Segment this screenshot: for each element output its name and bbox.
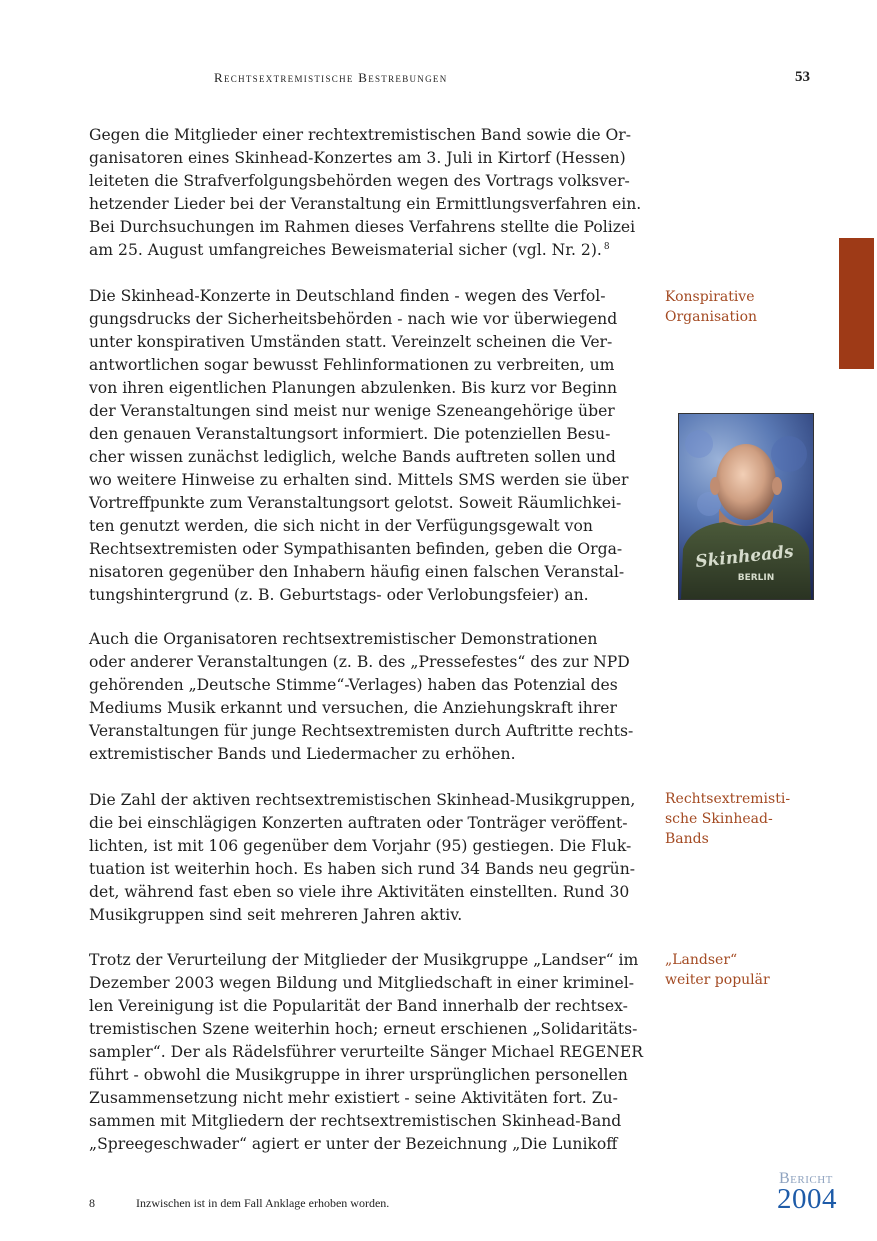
page-number: 53 (795, 69, 810, 85)
paragraph-text: Auch die Organisatoren rechtsextremistischer Demonstrationen oder anderer Veranstaltungen (z. B. des „Pressefestes“ des zur NPD gehörenden „Deutsche Stimme“-Verlages) haben das Potenzial des Mediums Musik erkannt und versuchen, die Anziehungskraft ihrer Veranstaltungen für junge Rechtsextremisten durch Auftritte rechts- extremistischer Bands und Liedermacher zu erhöhen. (89, 630, 634, 763)
paragraph-konspirativ (89, 285, 649, 607)
chapter-tab-marker (839, 238, 874, 369)
margin-note-landser: „Landser“ weiter populär (665, 952, 770, 988)
brand-year: 2004 (777, 1183, 837, 1215)
paragraph-text: Trotz der Verurteilung der Mitglieder der Musikgruppe „Landser“ im Dezember 2003 wegen Bildung und Mitgliedschaft in einer kriminel- len Vereinigung ist die Popularität der Band innerhalb der rechtsex- tremistischen Szene weiterhin hoch; erneut erschienen „Solidaritäts- sampler“. Der als Rädelsführer verurteilte Sänger Michael REGENER führt - obwohl die Musikgruppe in ihrer ursprünglichen personellen Zusammensetzung nicht mehr existiert - seine Aktivitäten fort. Zu- sammen mit Mitgliedern der rechtsextremistischen Skinhead-Band „Spreegeschwader“ agiert er unter der Bezeichnung „Die Lunikoff (89, 951, 644, 1153)
paragraph-landser (89, 949, 649, 1156)
footnote-reference[interactable]: 8 (603, 241, 610, 252)
paragraph-text: Die Skinhead-Konzerte in Deutschland finden - wegen des Verfol- gungsdrucks der Sicherheitsbehörden - nach wie vor überwiegend unter konspirativen Umständen statt. Vereinzelt scheinen die Ver- antwortlichen sogar bewusst Fehlinformationen zu verbreiten, um von ihren eigentlichen Planungen abzulenken. Bis kurz vor Beginn der Veranstaltungen sind meist nur wenige Szeneangehörige über den genauen Veranstaltungsort informiert. Die potenziellen Besu- cher wissen zunächst lediglich, welche Bands auftreten sollen und wo weitere Hinweise zu erhalten sind. Mittels SMS werden sie über Vortreffpunkte zum Veranstaltungsort gelotst. Soweit Räumlichkei- ten genutzt werden, die sich nicht in der Verfügungsgewalt von Rechtsextremisten oder Sympathisanten befinden, geben die Orga- nisatoren gegenüber den Inhabern häufig einen falschen Veranstal- tungshintergrund (z. B. Geburtstags- oder Verlobungsfeier) an. (89, 287, 629, 604)
jacket-lettering: Skinheads (694, 541, 795, 573)
margin-note-skinhead-bands: Rechtsextremisti- sche Skinhead- Bands (665, 791, 791, 847)
paragraph-kirtorf (89, 124, 649, 262)
footnote-text: Inzwischen ist in dem Fall Anklage erhoben worden. (136, 1196, 390, 1210)
paragraph-text: Gegen die Mitglieder einer rechtextremistischen Band sowie die Or- ganisatoren eines Skinhead-Konzertes am 3. Juli in Kirtorf (Hessen) leiteten die Strafverfolgungsbehörden wegen des Vortrags volksver- hetzender Lieder bei der Veranstaltung ein Ermittlungsverfahren ein. Bei Durchsuchungen im Rahmen dieses Verfahrens stellte die Polizei am 25. August umfangreiches Beweismaterial sicher (vgl. Nr. 2). (89, 126, 642, 259)
paragraph-musikgruppen (89, 789, 649, 927)
footnote-number: 8 (89, 1196, 95, 1210)
paragraph-text: Die Zahl der aktiven rechtsextremistischen Skinhead-Musikgruppen, die bei einschlägigen Konzerten auftraten oder Tonträger veröffent- lichten, ist mit 106 gegenüber dem Vorjahr (95) gestiegen. Die Fluk- tuation ist weiterhin hoch. Es haben sich rund 34 Bands neu gegrün- det, während fast eben so viele ihre Aktivitäten einstellten. Rund 30 Musikgruppen sind seit mehreren Jahren aktiv. (89, 791, 636, 924)
jacket-sublettering: BERLIN (737, 573, 775, 583)
skinhead-photo (678, 413, 814, 600)
margin-note-konspirative-organisation: Konspirative Organisation (665, 289, 758, 325)
brand-word: Bericht (779, 1170, 833, 1187)
paragraph-organisatoren (89, 628, 649, 766)
running-header: Rechtsextremistische Bestrebungen (214, 70, 448, 85)
